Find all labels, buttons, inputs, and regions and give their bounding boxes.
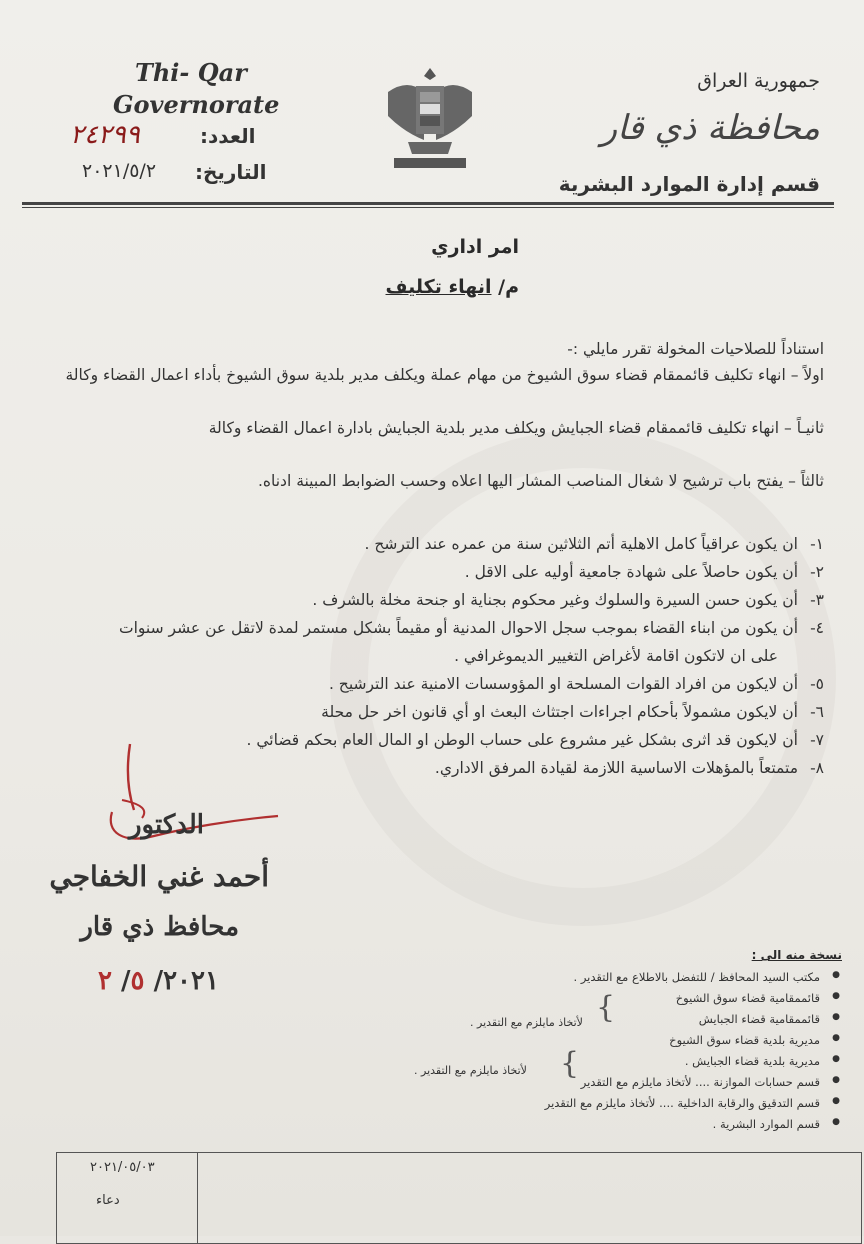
- date-label: التاريخ:: [195, 160, 267, 184]
- copy-recipient: ● مديرية بلدية قضاء الجبايش .: [402, 1054, 842, 1075]
- condition-item: ٨-متمتعاً بالمؤهلات الاساسية اللازمة لقيادة المرفق الاداري.: [434, 759, 824, 777]
- header-english-line2: Governorate: [113, 90, 280, 119]
- department-name: قسم إدارة الموارد البشرية: [558, 172, 820, 196]
- copy-recipient: ● قائممقامية قضاء الجبايش: [402, 1012, 842, 1033]
- condition-item: ١-ان يكون عراقياً كامل الاهلية أتم الثلاثين سنة من عمره عند الترشح .: [364, 535, 824, 553]
- signature-date: ٢٠٢١/ ٥/ ٢: [98, 966, 219, 996]
- document-title: امر اداري: [431, 236, 519, 258]
- iraq-emblem-icon: [378, 62, 482, 174]
- body-intro: استناداً للصلاحيات المخولة تقرر مايلي :-: [567, 340, 824, 358]
- brace-icon: {: [596, 990, 616, 1025]
- condition-item: ٥-أن لايكون من افراد القوات المسلحة او المؤوسسات الامنية عند الترشيح .: [328, 675, 824, 693]
- header-english-line1: Thi- Qar: [135, 58, 247, 87]
- date-value: ٢٠٢١/٥/٢: [82, 160, 157, 182]
- condition-item: ٤-أن يكون من ابناء القضاء بموجب سجل الاحوال المدنية أو مقيماً بشكل مستمر لمدة لاتقل عن عشر سنوات: [119, 619, 824, 637]
- condition-item-continued: على ان لاتكون اقامة لأغراض التغيير الديموغرافي .: [454, 647, 778, 665]
- copies-note: لأتخاذ مايلزم مع التقدير .: [470, 1016, 583, 1029]
- copy-recipient: ● مكتب السيد المحافظ / للتفضل بالاطلاع مع التقدير .: [402, 970, 842, 991]
- copies-list: [402, 970, 842, 1138]
- subject-text: انهاء تكليف: [385, 276, 492, 298]
- body-third: ثالثاً – يفتح باب ترشيح لا شغال المناصب المشار اليها اعلاه وحسب الضوابط المبينة ادناه.: [257, 472, 824, 490]
- copy-recipient: ● مديرية بلدية قضاء سوق الشيوخ: [402, 1033, 842, 1054]
- footer-initials: دعاء: [96, 1193, 120, 1208]
- copy-recipient: ● قسم حسابات الموازنة .... لأتخاذ مايلزم مع التقدير: [402, 1075, 842, 1096]
- signatory-name: أحمد غني الخفاجي: [49, 860, 269, 893]
- body-first: اولاً – انهاء تكليف قائممقام قضاء سوق الشيوخ من مهام عملة ويكلف مدير بلدية سوق الشيوخ بأداء اعمال القضاء وكالة: [65, 366, 824, 384]
- subject-prefix: م/: [498, 276, 519, 298]
- copies-note: لأتخاذ مايلزم مع التقدير .: [414, 1064, 527, 1077]
- header-rule: [22, 202, 834, 205]
- signatory-position: محافظ ذي قار: [80, 912, 239, 942]
- condition-item: ٧-أن لايكون قد اثرى بشكل غير مشروع على حساب الوطن او المال العام بحكم قضائي .: [246, 731, 824, 749]
- condition-item: ٦-أن لايكون مشمولاً بأحكام اجراءات اجتثاث البعث او أي قانون اخر حل محلة: [321, 703, 824, 721]
- header-rule-thin: [22, 207, 834, 208]
- copy-recipient: ● قائممقامية قضاء سوق الشيوخ: [402, 991, 842, 1012]
- brace-icon: {: [560, 1046, 580, 1081]
- copy-recipient: ● قسم الموارد البشرية .: [402, 1117, 842, 1138]
- footer-box: [56, 1152, 862, 1244]
- number-value: ٢٤٢٩٩: [70, 120, 140, 150]
- governorate-name: محافظة ذي قار: [600, 108, 820, 148]
- body-second: ثانيـاً – انهاء تكليف قائممقام قضاء الجبايش ويكلف مدير بلدية الجبايش بادارة اعمال القضاء وكالة: [208, 419, 824, 437]
- condition-item: ٢-أن يكون حاصلاً على شهادة جامعية أوليه على الاقل .: [464, 563, 824, 581]
- footer-divider: [197, 1153, 198, 1243]
- copies-heading: نسخة منه الى :: [751, 948, 842, 962]
- signatory-title: الدكتور: [128, 810, 204, 840]
- footer-date: ٢٠٢١/٠٥/٠٣: [90, 1160, 155, 1175]
- copy-recipient: ● قسم التدقيق والرقابة الداخلية .... لأتخاذ مايلزم مع التقدير: [402, 1096, 842, 1117]
- republic-name: جمهورية العراق: [697, 70, 820, 92]
- document-subject: [386, 276, 519, 298]
- number-label: العدد:: [200, 124, 256, 148]
- condition-item: ٣-أن يكون حسن السيرة والسلوك وغير محكوم بجناية او جنحة مخلة بالشرف .: [312, 591, 824, 609]
